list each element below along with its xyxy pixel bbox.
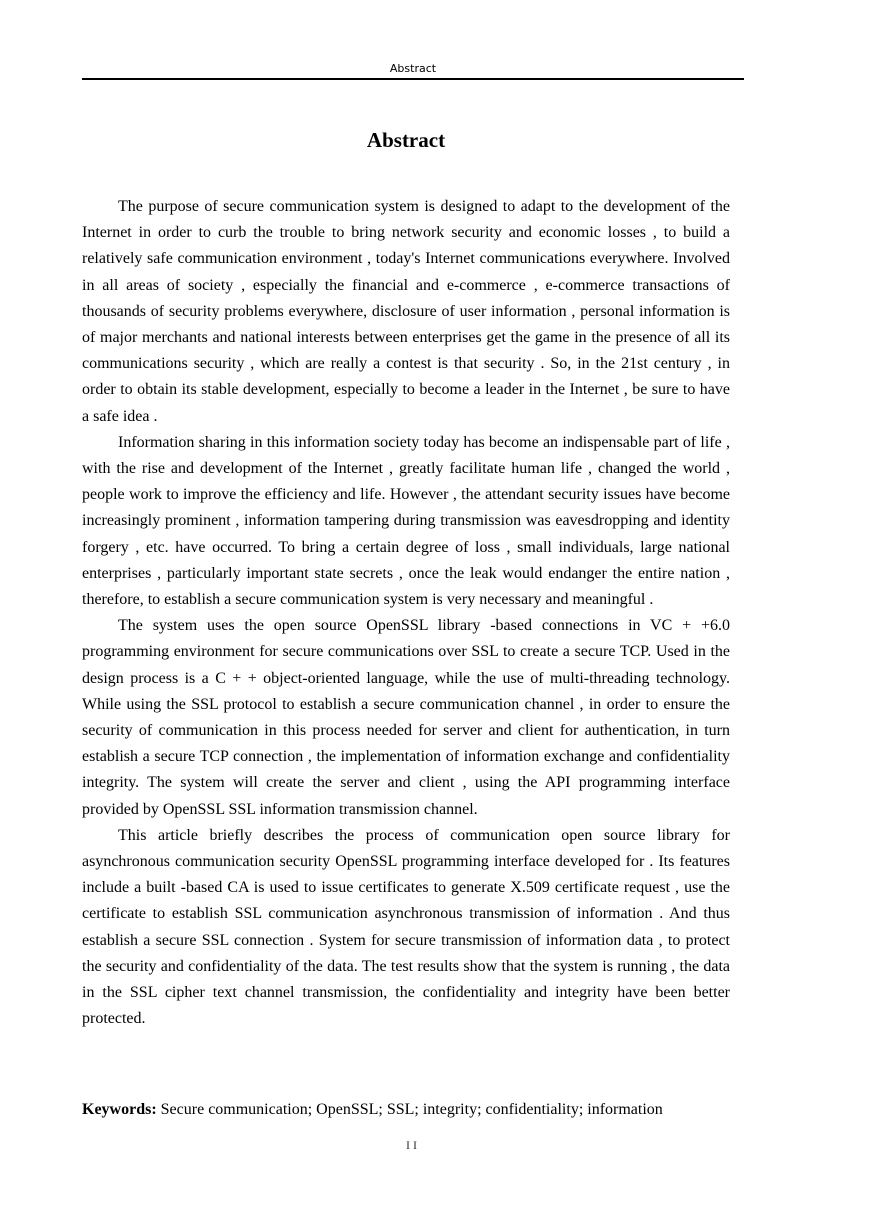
paragraph: The system uses the open source OpenSSL library -based connections in VC + +6.0 programming environment for secure communications over SSL to create a secure TCP. Used in the design process is a C + + object-oriented language, while the use of multi-threading technology. While using the SSL protocol to establish a secure communication channel , in order to ensure the security of communication in this process needed for server and client for authentication, in turn establish a secure TCP connection , the implementation of information exchange and confidentiality integrity. The system will create the server and client , using the API programming interface provided by OpenSSL SSL information transmission channel. bbox=[82, 617, 730, 818]
paragraph: The purpose of secure communication system is designed to adapt to the development of the Internet in order to curb the trouble to bring network security and economic losses , to build a relatively safe communication environment , today's Internet communications everywhere. Involved in all areas of society , especially the financial and e-commerce , e-commerce transactions of thousands of security problems everywhere, disclosure of user information , personal information is of major merchants and national interests between enterprises get the game in the presence of all its communications security , which are really a contest is that security . So, in the 21st century , in order to obtain its stable development, especially to become a leader in the Internet , be sure to have a safe idea . bbox=[82, 198, 730, 425]
keywords-text: Secure communication; OpenSSL; SSL; integrity; confidentiality; information bbox=[156, 1101, 663, 1118]
header-divider bbox=[82, 78, 744, 80]
paragraph: Information sharing in this information society today has become an indispensable part of life , with the rise and development of the Internet , greatly facilitate human life , changed the world , people work to improve the efficiency and life. However , the attendant security issues have become increasingly prominent , information tampering during transmission was eavesdropping and identity forgery , etc. have occurred. To bring a certain degree of loss , small individuals, large national enterprises , particularly important state secrets , once the leak would endanger the entire nation , therefore, to establish a secure communication system is very necessary and meaningful . bbox=[82, 433, 730, 609]
running-header: Abstract bbox=[389, 62, 437, 75]
abstract-body bbox=[82, 194, 730, 1033]
page-number: II bbox=[406, 1138, 420, 1152]
page-title: Abstract bbox=[366, 128, 446, 152]
keywords-label: Keywords: bbox=[82, 1101, 157, 1118]
keywords-line bbox=[82, 1098, 742, 1122]
paragraph: This article briefly describes the process of communication open source library for asynchronous communication security OpenSSL programming interface developed for . Its features include a built -based CA is used to issue certificates to generate X.509 certificate request , use the certificate to establish SSL communication asynchronous transmission of information . And thus establish a secure SSL connection . System for secure transmission of information data , to protect the security and confidentiality of the data. The test results show that the system is running , the data in the SSL cipher text channel transmission, the confidentiality and integrity have been better protected. bbox=[82, 826, 730, 1028]
